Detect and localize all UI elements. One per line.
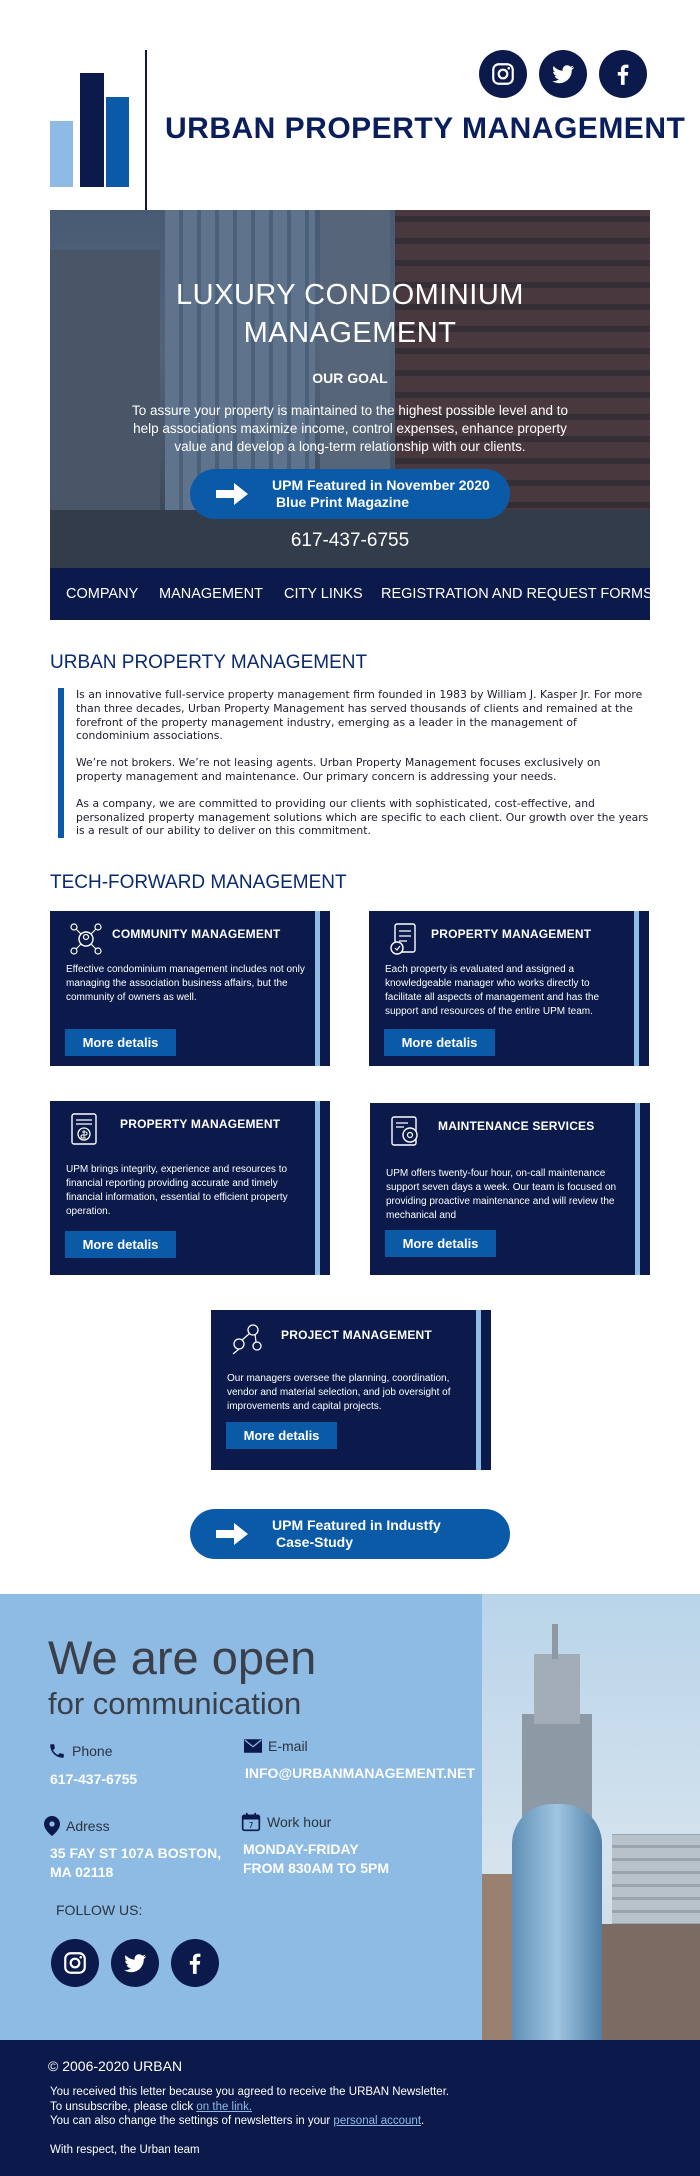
hero-banner [50,210,650,568]
card-title: COMMUNITY MANAGEMENT [112,927,281,941]
contact-heading: We are open [48,1631,317,1684]
envelope-icon [244,1739,262,1753]
more-details-button[interactable]: More detalis [65,1231,176,1258]
about-text [58,688,650,838]
svg-text:7: 7 [248,1820,254,1830]
footer [0,2040,700,2176]
hours-value: MONDAY-FRIDAY FROM 830AM TO 5PM [243,1841,389,1876]
about-paragraph: Is an innovative full-service property management firm founded in 1983 by William J. Kasper Jr. For more than three decades, Urban Property Management has served thousands of clients and remained at the forefront of the property management industry, emerging as a leader in the management of condominium associations. [76,688,643,743]
contact-subheading: for communication [48,1686,302,1721]
card-text: Effective condominium management includes not only managing the association business affairs, but the community of owners as well. [66,964,305,1003]
twitter-icon[interactable] [111,1939,159,1987]
more-details-button[interactable]: More detalis [65,1029,176,1056]
featured-magazine-button[interactable]: UPM Featured in November 2020 Blue Print Magazine [190,469,510,519]
service-card-property [369,911,649,1066]
community-icon [68,921,104,957]
personal-account-link[interactable]: personal account [333,2115,422,2127]
city-skyline-image [482,1594,700,2040]
footer-copyright: © 2006-2020 URBAN [48,2058,183,2074]
about-paragraph: We’re not brokers. We’re not leasing agents. Urban Property Management focuses exclusively on property management and maintenance. Our primary concern is addressing your needs. [76,756,601,783]
phone-label: Phone [48,1742,112,1760]
project-icon [229,1320,265,1356]
goal-heading: OUR GOAL [312,370,388,386]
twitter-icon[interactable] [539,50,587,98]
card-title: PROPERTY MANAGEMENT [431,927,592,941]
goal-text: To assure your property is maintained to the highest possible level and to help associations maximize income, control expenses, enhance property value and develop a long-term relationship with our clients. [131,403,568,454]
card-title: PROPERTY MANAGEMENT [120,1117,281,1131]
case-study-button[interactable]: UPM Featured in Industfy Case-Study [190,1509,510,1559]
card-text: Each property is evaluated and assigned a knowledgeable manager who works directly to facilitate all aspects of management and has the support and resources of the entire UPM team. [385,964,600,1017]
contact-section [0,1594,700,2040]
about-heading: URBAN PROPERTY MANAGEMENT [50,652,368,673]
footer-text: You received this letter because you agreed to receive the URBAN Newsletter. To unsubscribe, please click on the link. You can also change the settings of newsletters in your personal account. [50,2086,450,2127]
main-nav [50,568,653,620]
service-card-community [50,911,330,1066]
maintenance-gear-icon [388,1113,424,1149]
address-value: 35 FAY ST 107A BOSTON, MA 02118 [50,1845,222,1880]
unsubscribe-link[interactable]: on the link. [196,2100,253,2113]
footer-signature: With respect, the Urban team [50,2144,200,2156]
nav-company[interactable]: COMPANY [66,586,139,602]
phone-value[interactable]: 617-437-6755 [50,1771,138,1787]
service-card-project [211,1310,491,1470]
card-title: MAINTENANCE SERVICES [438,1119,595,1133]
facebook-icon[interactable] [599,50,647,98]
phone-icon [48,1742,66,1760]
follow-label: FOLLOW US: [56,1902,143,1918]
facebook-icon[interactable] [171,1939,219,1987]
brand-title: URBAN PROPERTY MANAGEMENT [165,112,686,145]
calendar-icon [241,1812,261,1832]
arrow-right-icon [216,483,252,505]
more-details-button[interactable]: More detalis [385,1230,496,1257]
instagram-icon[interactable] [51,1939,99,1987]
nav-management[interactable]: MANAGEMENT [159,586,263,602]
hours-label: 7 Work hour [241,1812,331,1832]
email-value[interactable]: INFO@URBANMANAGEMENT.NET [245,1765,475,1781]
property-document-icon [387,921,423,957]
card-text: Our managers oversee the planning, coordination, vendor and material selection, and job oversight of improvements and capital projects. [227,1373,451,1412]
email-label: E-mail [244,1738,308,1754]
arrow-right-icon [216,1523,252,1545]
financial-report-icon [68,1111,104,1147]
service-card-maintenance [370,1103,650,1275]
card-text: UPM brings integrity, experience and resources to financial reporting providing accurate and timely financial information, essential to efficient property operation. [66,1164,288,1217]
hero-title: LUXURY CONDOMINIUM MANAGEMENT [176,279,524,349]
hero-phone[interactable]: 617-437-6755 [290,530,410,551]
service-card-financial [50,1101,330,1275]
instagram-icon[interactable] [479,50,527,98]
more-details-button[interactable]: More detalis [226,1422,337,1449]
address-label: Adress [44,1816,110,1836]
nav-city-links[interactable]: CITY LINKS [284,586,363,602]
map-pin-icon [44,1816,60,1836]
nav-registration[interactable]: REGISTRATION AND REQUEST FORMS [381,586,653,602]
more-details-button[interactable]: More detalis [384,1029,495,1056]
card-text: UPM offers twenty-four hour, on-call maintenance support seven days a week. Our team is focused on providing proactive maintenance and will review the mechanical and [386,1168,617,1221]
services-heading: TECH-FORWARD MANAGEMENT [50,872,347,893]
about-paragraph: As a company, we are committed to providing our clients with sophisticated, cost-effective, and personalized property management solutions which are specific to each client. Our growth over the years is a result of our ability to deliver on this commitment. [76,796,649,838]
card-title: PROJECT MANAGEMENT [281,1328,432,1342]
